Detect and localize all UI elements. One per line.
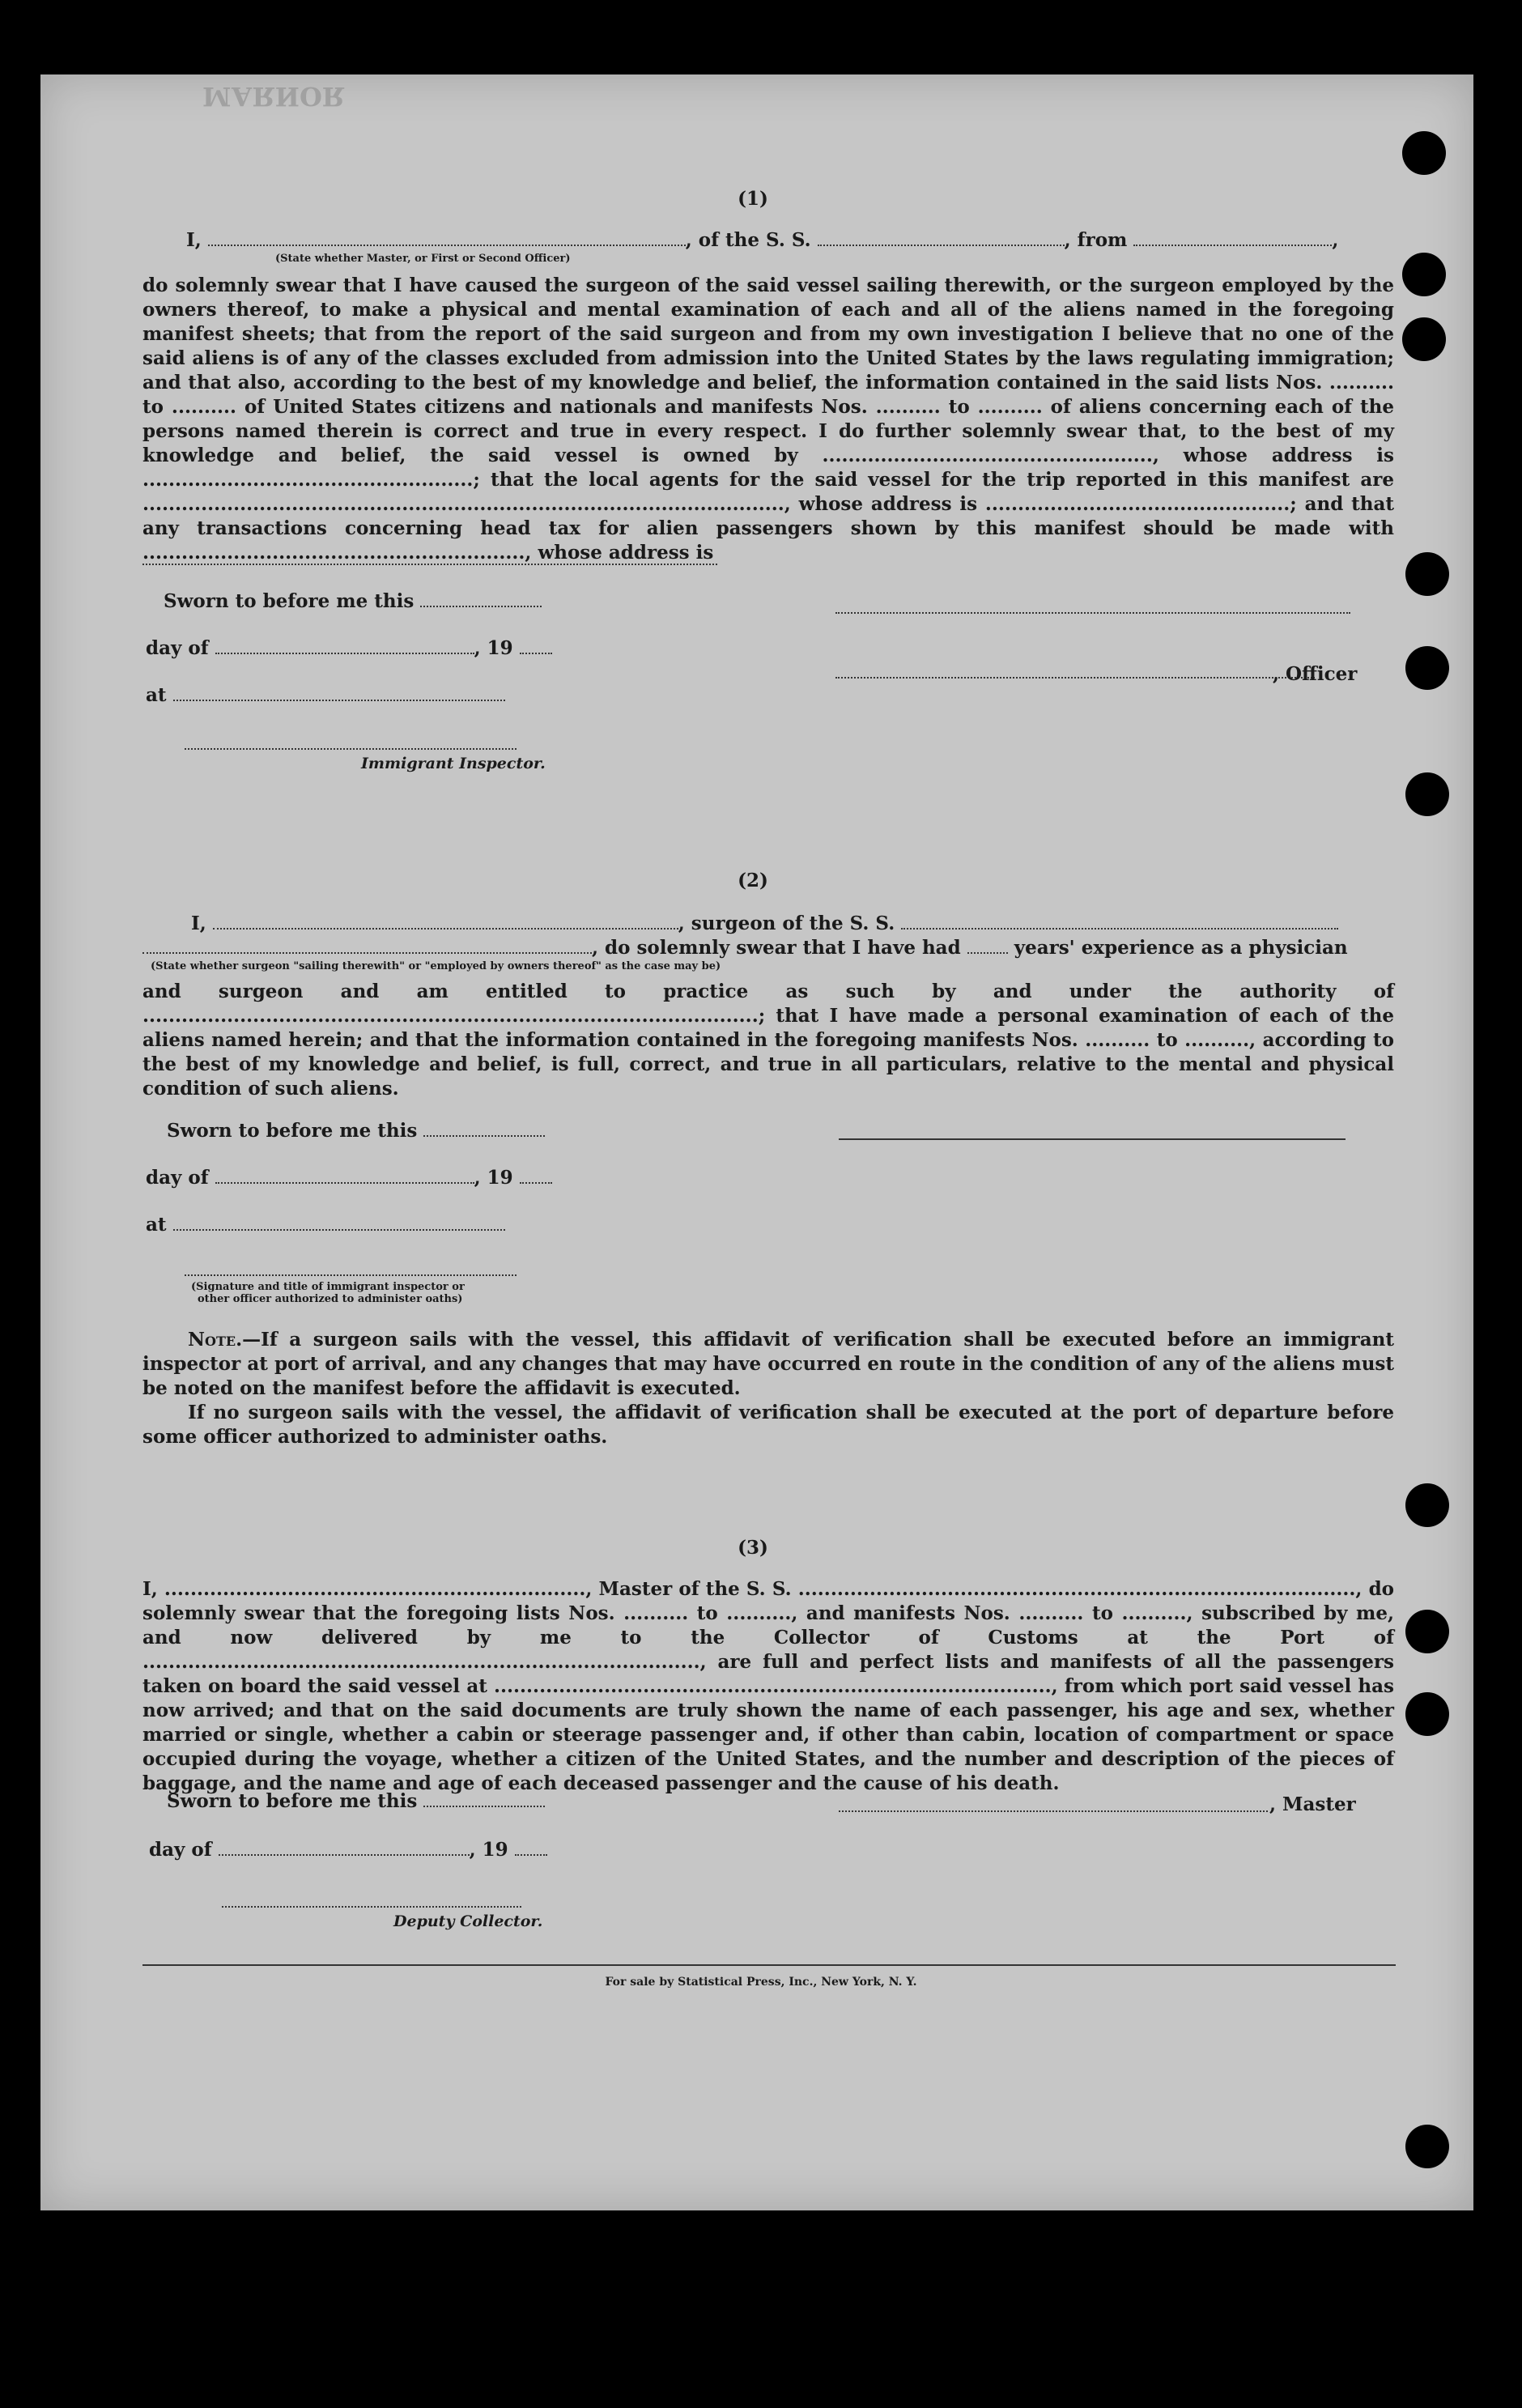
officer-label: , Officer <box>1273 663 1358 685</box>
day-of-label: day of <box>146 1167 209 1189</box>
vessel-name-field[interactable] <box>818 230 1065 246</box>
section-2-sworn <box>167 1119 545 1143</box>
bleed-through-header: ЯОИЯАМ <box>202 81 346 112</box>
month-field[interactable] <box>219 1840 470 1856</box>
note-body: —If a surgeon sails with the vessel, this affidavit of verification shall be executed before an immigrant inspector at port of arrival, and any changes that may have occurred en route in the condition of any of the aliens must be noted on the manifest before the affidavit is executed. <box>142 1329 1394 1399</box>
manifest-back-page <box>40 74 1473 2210</box>
year-label: , 19 <box>474 637 513 659</box>
years-field[interactable] <box>967 938 1008 954</box>
at-label: at <box>146 1214 167 1236</box>
sworn-date-field[interactable] <box>420 591 542 607</box>
section-2-day-of <box>146 1166 552 1190</box>
deputy-collector-label: Deputy Collector. <box>393 1912 543 1930</box>
surgeon-vessel-field[interactable] <box>901 913 1338 930</box>
section-3-sworn <box>167 1789 545 1814</box>
year-label: , 19 <box>469 1839 508 1861</box>
punch-hole <box>1405 646 1449 690</box>
year-field[interactable] <box>515 1840 547 1856</box>
punch-hole <box>1405 552 1449 596</box>
signature-caption-2: other officer authorized to administer oaths) <box>198 1293 463 1305</box>
swear-label: , do solemnly swear that I have had <box>592 937 961 959</box>
sworn-label: Sworn to before me this <box>167 1120 418 1142</box>
surgeon-name-field[interactable] <box>213 913 678 930</box>
punch-hole <box>1405 772 1449 816</box>
officer-title-field[interactable] <box>208 230 686 246</box>
section-2-body: and surgeon and am entitled to practice as such by and under the authority of ...............................................................................................; that I have made a personal examination of each of the aliens named herein; and that the information contained in the foregoing manifests Nos. .......... to .........., according to the best of my knowledge and belief, is full, correct, and true in all particulars, relative to the mental and physical condition of such aliens. <box>142 981 1394 1100</box>
sworn-date-field[interactable] <box>423 1121 545 1137</box>
surgeon-status-field[interactable] <box>142 938 592 954</box>
section-3-heading: (3) <box>738 1537 768 1559</box>
footer-rule <box>142 1964 1396 1966</box>
place-field[interactable] <box>173 1215 505 1231</box>
punch-hole <box>1405 1483 1449 1527</box>
section-1-day-of <box>146 636 552 661</box>
month-field[interactable] <box>215 1168 474 1184</box>
section-3-day-of <box>149 1838 547 1862</box>
inspector-signature-line[interactable] <box>185 748 517 750</box>
sworn-label: Sworn to before me this <box>167 1790 418 1812</box>
month-field[interactable] <box>215 638 474 654</box>
section-2-swear-line <box>142 936 1348 960</box>
section-2-oath-line <box>191 912 1338 936</box>
officer-signature-line[interactable] <box>835 612 1350 614</box>
label-i: I, <box>186 229 202 251</box>
punch-hole <box>1402 317 1446 361</box>
collector-signature-line[interactable] <box>222 1906 521 1908</box>
punch-hole <box>1405 1692 1449 1736</box>
punch-hole <box>1405 2125 1449 2168</box>
footer-imprint: For sale by Statistical Press, Inc., New York, N. Y. <box>605 1976 917 1989</box>
place-field[interactable] <box>173 685 505 701</box>
label-i: I, <box>191 913 206 934</box>
note-second-paragraph: If no surgeon sails with the vessel, the affidavit of verification shall be executed at the port of departure before some officer authorized to administer oaths. <box>142 1402 1394 1448</box>
at-label: at <box>146 684 167 706</box>
section-1-oath-line: I, , of the S. S. , from , <box>186 229 1339 251</box>
years-label: years' experience as a physician <box>1014 937 1348 959</box>
section-3-body: I, ................................................................., Master of the S. S. ......................................................................................, do solemnly swear that the foregoing lists Nos. .......... to .........., and manifests Nos. .......... to .........., subscribed by me, and now delivered by me to the Collector of Customs at the Port of ......................................................................................, are full and perfect lists and manifests of all the passengers taken on board the said vessel at ......................................................................................, from which port said vessel has now arrived; and that on the said documents are truly shown the name of each passenger, his age and sex, whether married or single, whether a cabin or steerage passenger and, if other than cabin, location of compartment or space occupied during the voyage, whether a citizen of the United States, and the number and description of the pieces of baggage, and the name and age of each deceased passenger and the cause of his death. <box>142 1578 1394 1794</box>
inspector-signature-line[interactable] <box>185 1274 517 1276</box>
note-label: Note. <box>188 1329 243 1351</box>
section-1-sworn <box>164 589 542 614</box>
year-field[interactable] <box>520 638 552 654</box>
surgeon-status-caption: (State whether surgeon "sailing therewith" or "employed by owners thereof" as the case may be) <box>151 960 721 972</box>
whose-address-line[interactable] <box>142 564 717 565</box>
section-1-heading: (1) <box>738 188 768 210</box>
officer-name-line[interactable] <box>835 677 1315 679</box>
immigrant-inspector-label: Immigrant Inspector. <box>361 755 546 772</box>
label-surgeon-of-ss: , surgeon of the S. S. <box>678 913 895 934</box>
punch-hole <box>1402 131 1446 175</box>
section-2-at <box>146 1213 505 1237</box>
year-label: , 19 <box>474 1167 513 1189</box>
label-from: , from <box>1064 229 1128 251</box>
punch-hole <box>1405 1610 1449 1653</box>
officer-title-caption: (State whether Master, or First or Second Officer) <box>275 253 571 265</box>
section-1-body: do solemnly swear that I have caused the surgeon of the said vessel sailing therewith, or the surgeon employed by the owners thereof, to make a physical and mental examination of each and all of the aliens named in the foregoing manifest sheets; that from the report of the said surgeon and from my own investigation I believe that no one of the said aliens is of any of the classes excluded from admission into the United States by the laws regulating immigration; and that also, according to the best of my knowledge and belief, the information contained in the said lists Nos. .......... to .......... of United States citizens and nationals and manifests Nos. .......... to .......... of aliens concerning each of the persons named therein is correct and true in every respect. I do further solemnly swear that, to the best of my knowledge and belief, the said vessel is owned by ..................................................., whose address is ...................................................; that the local agents for the said vessel for the trip reported in this manifest are ..................................................................................................., whose address is ...............................................; and that any transactions concerning head tax for alien passengers shown by this manifest should be made with ..........................................................., whose address is <box>142 274 1394 564</box>
signature-caption-1: (Signature and title of immigrant inspector or <box>191 1281 465 1293</box>
master-signature-line[interactable] <box>839 1810 1268 1812</box>
day-of-label: day of <box>146 637 209 659</box>
sworn-date-field[interactable] <box>423 1791 545 1807</box>
sworn-label: Sworn to before me this <box>164 590 415 612</box>
section-2-heading: (2) <box>738 870 768 891</box>
label-of-ss: , of the S. S. <box>685 229 811 251</box>
port-from-field[interactable] <box>1133 230 1332 246</box>
section-1-at <box>146 683 505 708</box>
surgeon-signature-line[interactable] <box>839 1138 1346 1140</box>
punch-hole <box>1402 253 1446 296</box>
day-of-label: day of <box>149 1839 212 1861</box>
master-label: , Master <box>1269 1793 1356 1815</box>
year-field[interactable] <box>520 1168 552 1184</box>
section-2-note <box>142 1328 1394 1449</box>
